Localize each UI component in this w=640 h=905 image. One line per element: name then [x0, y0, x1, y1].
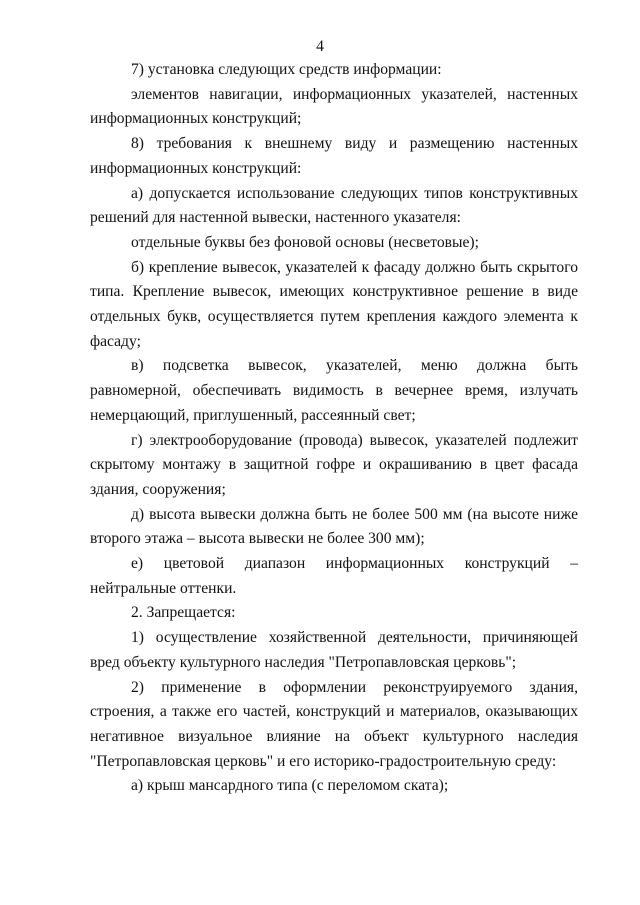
- paragraph-subitem-e: е) цветовой диапазон информационных конструкций – нейтральные оттенки.: [90, 555, 578, 597]
- paragraph-subitem-g: г) электрооборудование (провода) вывесок, указателей подлежит скрытому монтажу в защитной гофре и окрашиванию в цвет фасада здания, сооружения;: [90, 431, 578, 498]
- paragraph-subitem-v: в) подсветка вывесок, указателей, меню должна быть равномерной, обеспечивать видимость в вечернее время, излучать немерцающий, приглушенный, рассеянный свет;: [90, 357, 578, 424]
- paragraph-subitem-a: а) допускается использование следующих типов конструктивных решений для настенной вывески, настенного указателя:: [90, 184, 578, 227]
- paragraph-prohibition-1: 1) осуществление хозяйственной деятельности, причиняющей вред объекту культурного наследия "Петропавловская церковь";: [90, 629, 578, 671]
- paragraph-navigation-elements: элементов навигации, информационных указателей, настенных информационных конструкций;: [90, 85, 578, 128]
- paragraph-subitem-b: б) крепление вывесок, указателей к фасаду должно быть скрытого типа. Крепление вывесок, имеющих конструктивное решение в виде отдельных букв, осуществляется путем крепления каждого элемента к фасаду;: [90, 258, 578, 350]
- paragraph-item-8: 8) требования к внешнему виду и размещению настенных информационных конструкций:: [90, 135, 578, 177]
- paragraph-subitem-d: д) высота вывески должна быть не более 500 мм (на высоте ниже второго этажа – высота вывески не более 300 мм);: [90, 505, 578, 548]
- page-number: 4: [316, 38, 324, 55]
- paragraph-section-2: 2. Запрещается:: [131, 604, 236, 622]
- document-body: [90, 58, 578, 799]
- paragraph-prohibition-2a: а) крыш мансардного типа (с переломом ската);: [131, 777, 449, 795]
- paragraph-separate-letters: отдельные буквы без фоновой основы (несветовые);: [131, 233, 479, 251]
- paragraph-prohibition-2: 2) применение в оформлении реконструируемого здания, строения, а также его частей, конструкций и материалов, оказывающих негативное визуальное влияние на объект культурного наследия "Петропавловская церковь" и его историко-градостроительную среду:: [90, 678, 578, 770]
- paragraph-item-7: 7) установка следующих средств информации:: [131, 61, 442, 78]
